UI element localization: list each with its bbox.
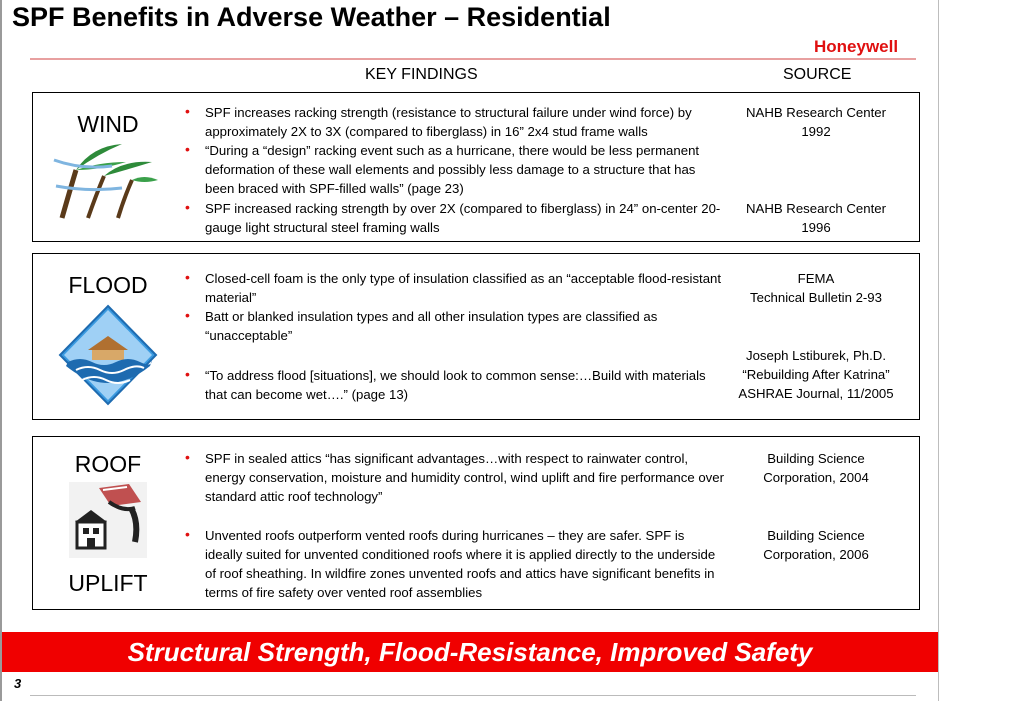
flood-source-1b: Technical Bulletin 2-93	[750, 290, 882, 305]
honeywell-logo: Honeywell	[814, 37, 899, 56]
flood-label: FLOOD	[68, 272, 148, 298]
wind-label: WIND	[77, 111, 139, 137]
bullet-marker: •	[185, 307, 190, 323]
wind-bullet-2: “During a “design” racking event such as a hurricane, there would be less permanent deformation of these wall elements and possibly less damage to a structure that has been braced with SPF-filled walls” (page 23)	[205, 143, 700, 196]
key-findings-heading: KEY FINDINGS	[365, 66, 478, 83]
flooded-house-sign-icon	[58, 304, 158, 406]
roof-label: ROOF	[74, 451, 142, 477]
wind-bullet-3: SPF increased racking strength by over 2X (compared to fiberglass) in 24” on-center 20-gauge light structural steel framing walls	[205, 201, 721, 235]
wind-source-1b: 1992	[801, 124, 831, 139]
roof-source-1b: Corporation, 2004	[763, 470, 869, 485]
slide-right-edge	[938, 0, 939, 701]
roof-bullet-1: SPF in sealed attics “has significant advantages…with respect to rainwater control, energy conservation, moisture and humidity control, wind uplift and fire performance over standard attic roof technology”	[205, 451, 724, 504]
wind-source-2a: NAHB Research Center	[746, 201, 886, 216]
flood-source-2a: Joseph Lstiburek, Ph.D.	[745, 348, 886, 363]
uplift-label: UPLIFT	[68, 570, 148, 596]
flood-source-2c: ASHRAE Journal, 11/2005	[738, 386, 894, 401]
bullet-marker: •	[185, 449, 190, 465]
summary-banner	[2, 632, 938, 672]
page-number: 3	[14, 676, 22, 691]
flood-bullet-2: Batt or blanked insulation types and all other insulation types are classified as “unacceptable”	[205, 309, 658, 343]
bullet-marker: •	[185, 103, 190, 119]
flood-source-2b: “Rebuilding After Katrina”	[742, 367, 890, 382]
wind-bullet-1: SPF increases racking strength (resistance to structural failure under wind force) by approximately 2X to 3X (compared to fiberglass) in 16” 2x4 stud frame walls	[205, 105, 692, 139]
slide-title: SPF Benefits in Adverse Weather – Residential	[12, 2, 611, 32]
flood-bullet-1: Closed-cell foam is the only type of insulation classified as an “acceptable flood-resistant material”	[205, 271, 722, 305]
flood-bullet-3: “To address flood [situations], we should look to common sense:…Build with materials that can become wet….” (page 13)	[205, 368, 706, 402]
source-heading: SOURCE	[783, 66, 852, 83]
bullet-marker: •	[185, 526, 190, 542]
roof-source-2b: Corporation, 2006	[763, 547, 869, 562]
bullet-marker: •	[185, 366, 190, 382]
footer-rule	[30, 695, 916, 696]
wind-source-1a: NAHB Research Center	[746, 105, 886, 120]
header-rule	[30, 58, 916, 60]
roof-source-2a: Building Science	[767, 528, 865, 543]
bullet-marker: •	[185, 199, 190, 215]
bullet-marker: •	[185, 141, 190, 157]
wind-source-2b: 1996	[801, 220, 831, 235]
slide-left-edge	[0, 0, 2, 701]
roof-bullet-2: Unvented roofs outperform vented roofs during hurricanes – they are safer. SPF is ideally suited for unvented conditioned roofs where it is applied directly to the underside of roof sheathing. In wildfire zones unvented roofs and attics have significant benefits in terms of fire safety over vented roof assemblies	[205, 528, 716, 600]
roof-source-1a: Building Science	[767, 451, 865, 466]
house-in-wind-icon	[69, 482, 147, 558]
palm-trees-in-storm-icon	[52, 140, 160, 220]
summary-banner-text: Structural Strength, Flood-Resistance, Improved Safety	[127, 637, 813, 667]
bullet-marker: •	[185, 269, 190, 285]
flood-source-1a: FEMA	[797, 271, 835, 286]
